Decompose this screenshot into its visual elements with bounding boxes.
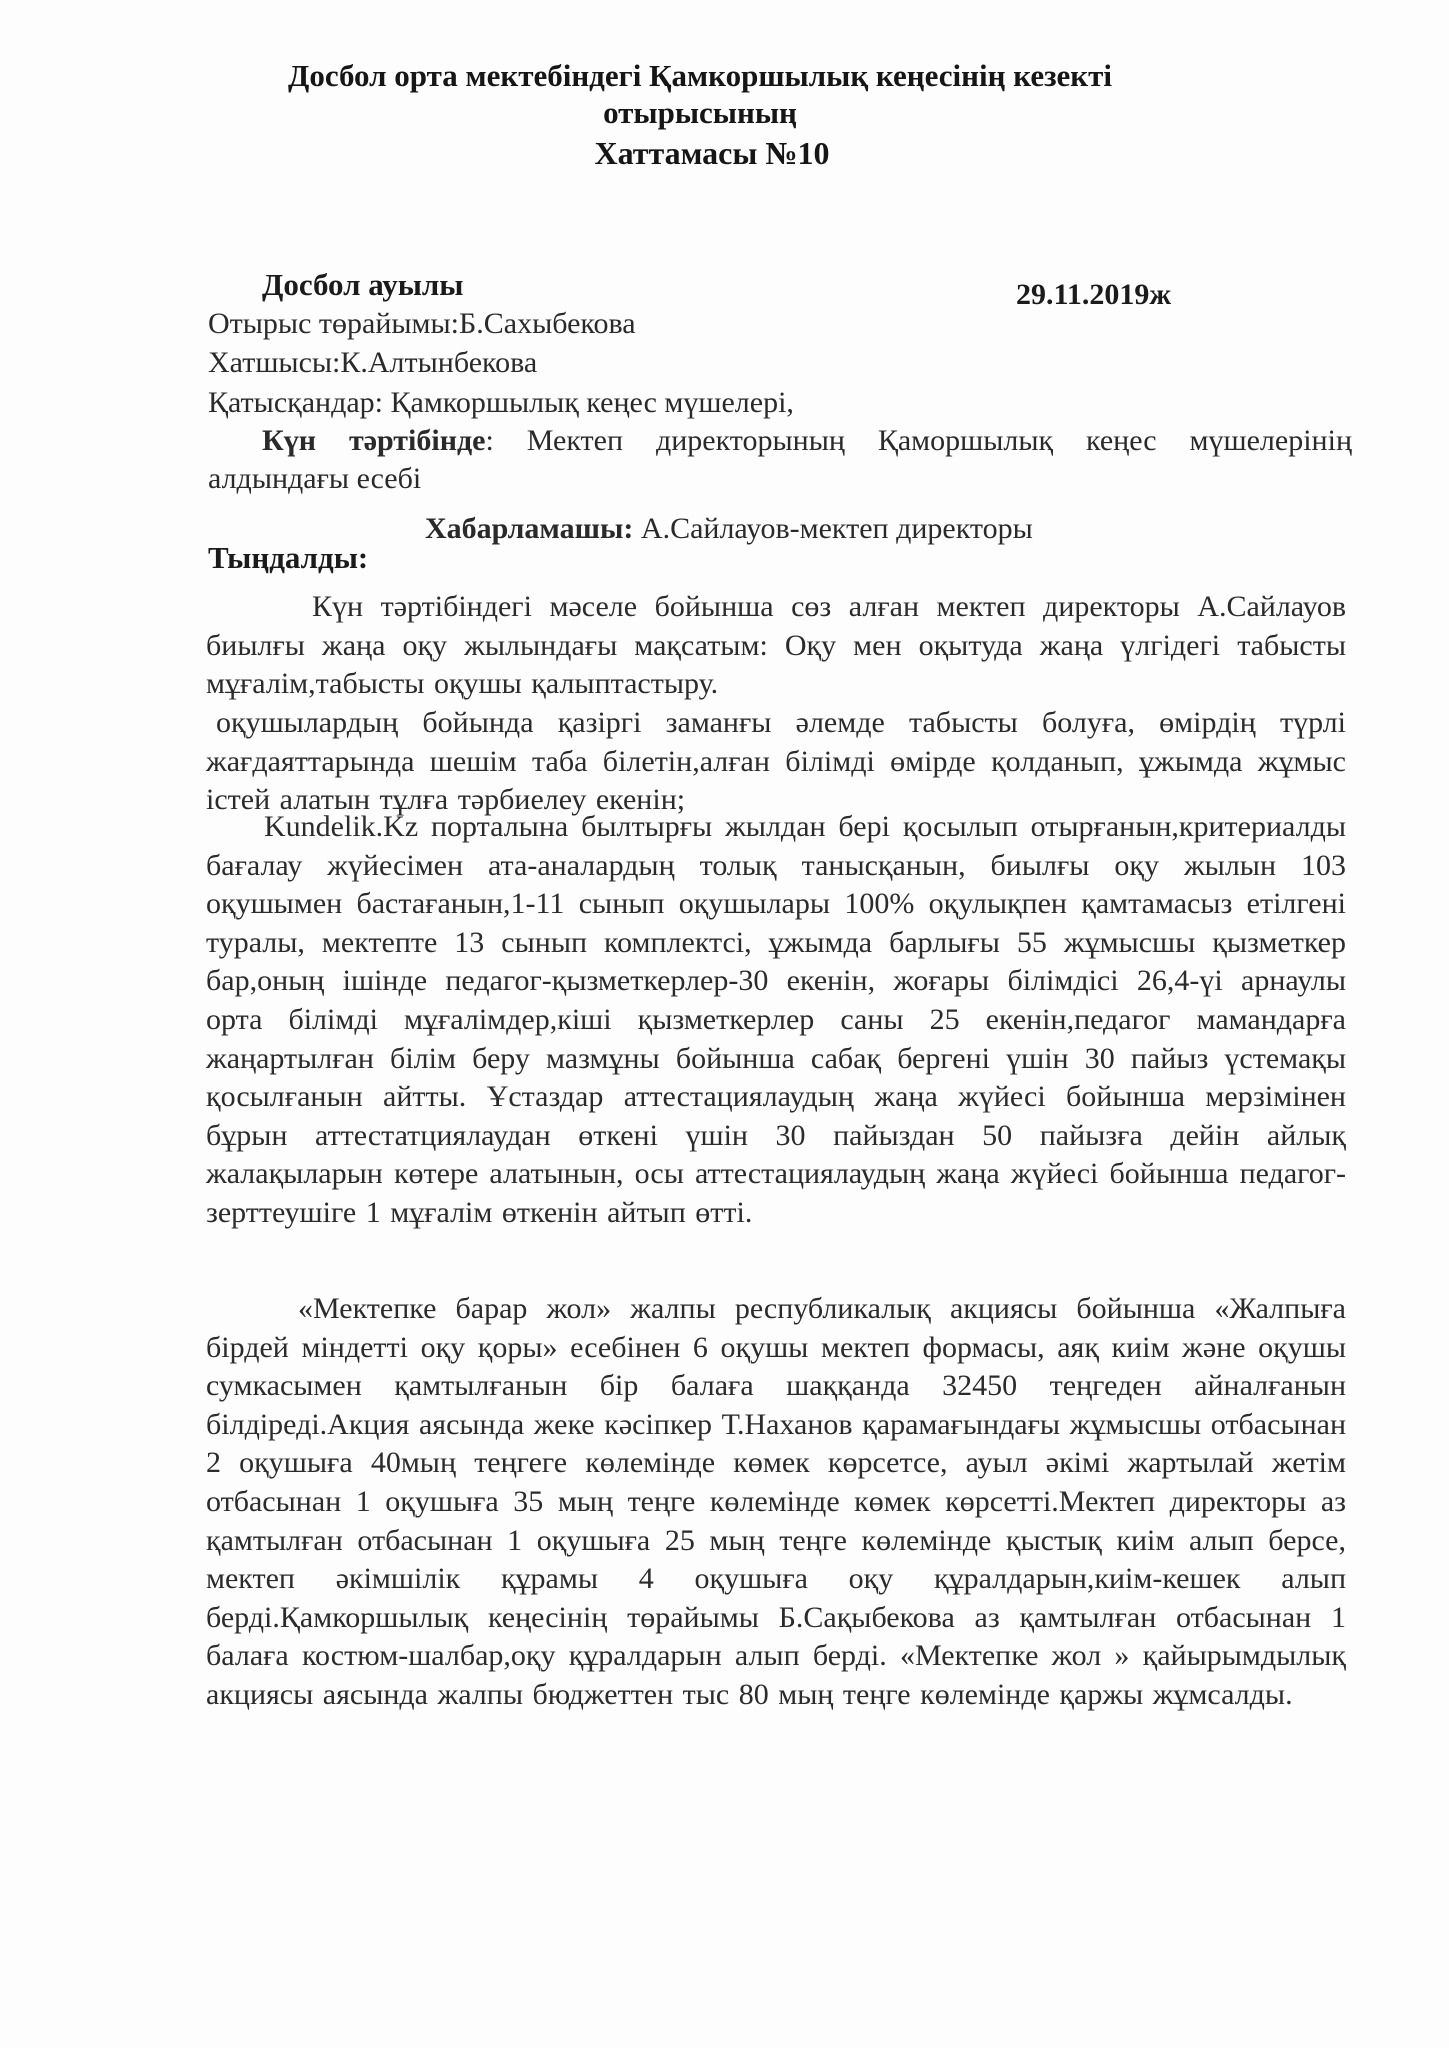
body-paragraph: Күн тәртібіндегі мәселе бойынша сөз алған мектеп директоры А.Сайлауов биылғы жаңа оқу жылындағы мақсатым: Оқу мен оқытуда жаңа үлгідегі табысты мұғалім,табысты оқушы қалыптастыру. [206,590,1346,701]
speaker-name: А.Сайлауов-мектеп директоры [633,512,1033,545]
agenda-line [262,424,1352,458]
speaker-label: Хабарламашы: [425,512,634,545]
meeting-chair: Отырыс төрайымы:Б.Сахыбекова [208,307,636,340]
agenda-text-part2: алдындағы есебі [208,462,422,495]
meeting-date: 29.11.2019ж [1016,278,1172,311]
heard-heading: Тыңдалды: [208,540,369,575]
document-title-protocol-number: Хаттамасы №10 [594,135,830,171]
meeting-participants: Қатысқандар: Қамкоршылық кеңес мүшелері, [208,386,794,419]
body-paragraph: оқушылардың бойында қазіргі заманғы әлемде табысты болуға, өмірдің түрлі жағдаяттарында шешім таба білетін,алған білімді өмірде қолданып, ұжымда жұмыс істей алатын тұлға тәрбиелеу екенін; [206,706,1346,817]
body-paragraph: «Мектепке барар жол» жалпы республикалық акциясы бойынша «Жалпыға бірдей міндетті оқу қоры» есебінен 6 оқушы мектеп формасы, аяқ киім және оқушы сумкасымен қамтылғанын бір балаға шаққанда 32450 теңгеден айналғанын білдіреді.Акция аясында жеке кәсіпкер Т.Наханов қарамағындағы жұмысшы отбасынан 2 оқушыға 40мың теңгеге көлемінде көмек көрсетсе, ауыл әкімі жартылай жетім отбасынан 1 оқушыға 35 мың теңге көлемінде көмек көрсетті.Мектеп директоры аз қамтылған отбасынан 1 оқушыға 25 мың теңге көлемінде қыстық киім алып берсе, мектеп әкімшілік құрамы 4 оқушыға оқу құралдарын,киім-кешек алып берді.Қамкоршылық кеңесінің төрайымы Б.Сақыбекова аз қамтылған отбасынан 1 балаға костюм-шалбар,оқу құралдарын алып берді. «Мектепке жол » қайырымдылық акциясы аясында жалпы бюджеттен тыс 80 мың теңге көлемінде қаржы жұмсалды. [206,1292,1346,1711]
meeting-place: Досбол ауылы [262,267,464,302]
document-title-line1: Досбол орта мектебіндегі Қамкоршылық кеңесінің кезекті [288,58,1112,93]
document-title-line2: отырысының [603,95,797,130]
body-paragraph: Kundelik.Kz порталына былтырғы жылдан бері қосылып отырғанын,критериалды бағалау жүйесімен ата-аналардың толық танысқанын, биылғы оқу жылын 103 оқушымен бастағанын,1-11 сынып оқушылары 100% оқулықпен қамтамасыз етілгені туралы, мектепте 13 сынып комплектсі, ұжымда барлығы 55 жұмысшы қызметкер бар,оның ішінде педагог-қызметкерлер-30 екенін, жоғары білімдісі 26,4-үі арнаулы орта білімді мұғалімдер,кіші қызметкерлер саны 25 екенін,педагог мамандарға жаңартылған білім беру мазмұны бойынша сабақ бергені үшін 30 пайыз үстемақы қосылғанын айтты. Ұстаздар аттестациялаудың жаңа жүйесі бойынша мерзімінен бұрын аттестатциялаудан өткені үшін 30 пайыздан 50 пайызға дейін айлық жалақыларын көтере алатынын, осы аттестациялаудың жаңа жүйесі бойынша педагог-зерттеушіге 1 мұғалім өткенін айтып өтті. [206,810,1346,1229]
meeting-secretary: Хатшысы:К.Алтынбекова [208,346,538,379]
agenda-text-part1: : Мектеп директорының Қаморшылық кеңес мүшелерінің [485,424,1352,457]
agenda-label: Күн тәртібінде [262,424,486,457]
speaker-line [425,512,1033,546]
